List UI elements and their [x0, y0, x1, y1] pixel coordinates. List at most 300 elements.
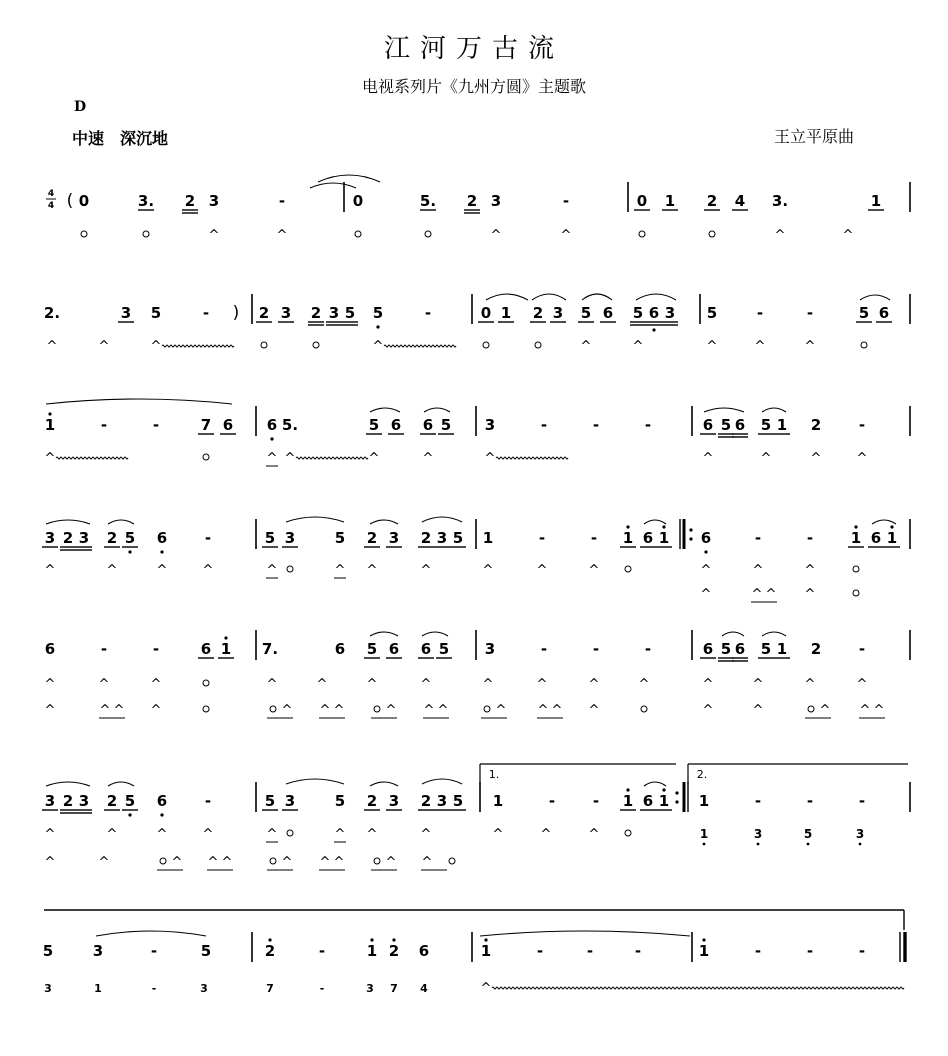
note-number: 1: [622, 529, 634, 547]
mark-caret: ^: [266, 451, 278, 466]
time-sig-bottom: 4: [47, 201, 55, 211]
note-number: 3: [92, 942, 104, 960]
mark-caret: ^: [484, 451, 496, 466]
mark-caret: ^: [810, 451, 822, 466]
mark-caret: ^: [44, 855, 56, 870]
note-number: 3: [436, 529, 448, 547]
octave-dot-low: [376, 325, 379, 328]
dash-hold: -: [204, 529, 212, 547]
note-number: 6: [222, 416, 234, 434]
slur-arc: [370, 782, 398, 786]
mark-caret: ^: [281, 703, 293, 718]
mark-caret: ^: [804, 563, 816, 578]
note-number: 3.: [137, 192, 155, 210]
note-number: 3: [490, 192, 502, 210]
mark-caret: ^: [368, 451, 380, 466]
note-number: 2: [106, 792, 118, 810]
mark-caret: ^: [706, 339, 718, 354]
mark-caret: ^: [221, 855, 233, 870]
slur-arc: [370, 520, 398, 524]
close-paren: ): [232, 303, 240, 323]
key-signature: D: [74, 99, 87, 115]
slur-arc: [310, 183, 356, 188]
mark-caret: ^: [334, 563, 346, 578]
slur-arc: [370, 408, 400, 412]
note-number: 1: [886, 529, 898, 547]
note-number: 5: [334, 792, 346, 810]
note-number: 3: [78, 529, 90, 547]
note-number: 3: [664, 304, 676, 322]
note-number: 6: [266, 416, 278, 434]
mark-caret: ^: [266, 677, 278, 692]
slur-arc: [286, 779, 344, 784]
note-number: 1: [698, 792, 710, 810]
note-number: 2: [366, 529, 378, 547]
dash-hold: -: [278, 192, 286, 210]
note-number: 5.: [281, 416, 299, 434]
mark-caret: ^: [856, 677, 868, 692]
mark-caret: ^: [492, 827, 504, 842]
dash-hold: -: [634, 942, 642, 960]
mark-circle: [535, 342, 541, 348]
mark-circle: [287, 830, 293, 836]
slur-arc: [644, 520, 666, 524]
mark-caret: ^: [366, 827, 378, 842]
mark-circle: [641, 706, 647, 712]
note-number: 1: [658, 529, 670, 547]
volta-number: 1.: [488, 768, 500, 781]
slur-arc: [722, 632, 744, 636]
mark-caret: ^: [150, 339, 162, 354]
slur-arc: [424, 408, 450, 412]
octave-dot-low: [704, 550, 707, 553]
tremolo-wave: [384, 345, 456, 347]
mark-caret: ^: [536, 677, 548, 692]
mark-caret: ^: [421, 855, 433, 870]
note-number: 6: [156, 792, 168, 810]
dash-hold: -: [100, 640, 108, 658]
note-number: 4: [734, 192, 746, 210]
bass-number: 4: [420, 982, 428, 995]
mark-circle: [449, 858, 455, 864]
bass-number: 7: [390, 982, 398, 995]
note-number: 5: [858, 304, 870, 322]
tremolo-wave: [162, 345, 234, 347]
dash-hold: -: [536, 942, 544, 960]
note-number: 1: [366, 942, 378, 960]
mark-caret: ^: [873, 703, 885, 718]
mark-caret: ^: [208, 228, 220, 243]
octave-dot-high: [484, 938, 487, 941]
note-number: 5: [440, 416, 452, 434]
mark-caret: ^: [536, 563, 548, 578]
note-number: 5: [372, 304, 384, 322]
note-number: 2: [420, 792, 432, 810]
slur-arc: [422, 632, 448, 636]
dash-hold: -: [548, 792, 556, 810]
mark-caret: ^: [98, 855, 110, 870]
mark-caret: ^: [44, 451, 56, 466]
bass-number: 1: [699, 827, 709, 841]
mark-caret: ^: [856, 451, 868, 466]
note-number: 6: [418, 942, 430, 960]
dash-hold: -: [100, 416, 108, 434]
octave-dot-low: [859, 843, 862, 846]
mark-caret: ^: [700, 587, 712, 602]
mark-caret: ^: [385, 703, 397, 718]
mark-caret: ^: [366, 563, 378, 578]
octave-dot-high: [626, 525, 629, 528]
mark-caret: ^: [385, 855, 397, 870]
mark-caret: ^: [760, 451, 772, 466]
mark-caret: ^: [46, 339, 58, 354]
note-number: 1: [492, 792, 504, 810]
note-number: 2: [810, 640, 822, 658]
note-number: 2: [366, 792, 378, 810]
octave-dot-low: [160, 813, 163, 816]
bass-number: 3: [200, 982, 208, 995]
dash-hold: -: [858, 416, 866, 434]
note-number: 3: [208, 192, 220, 210]
mark-circle: [160, 858, 166, 864]
note-number: 6: [44, 640, 56, 658]
mark-circle: [639, 231, 645, 237]
tremolo-wave: [56, 457, 128, 459]
mark-circle: [625, 830, 631, 836]
note-number: 1: [870, 192, 882, 210]
mark-circle: [484, 706, 490, 712]
note-number: 3: [284, 792, 296, 810]
note-number: 3: [284, 529, 296, 547]
octave-dot-high: [392, 938, 395, 941]
mark-caret: ^: [202, 563, 214, 578]
dash-hold: -: [644, 416, 652, 434]
octave-dot-low: [160, 550, 163, 553]
slur-arc: [96, 931, 206, 936]
bass-number: -: [319, 982, 325, 995]
octave-dot-low: [807, 843, 810, 846]
note-number: 6: [602, 304, 614, 322]
mark-caret: ^: [44, 677, 56, 692]
octave-dot-high: [268, 938, 271, 941]
note-number: 2: [388, 942, 400, 960]
bass-number: 5: [803, 827, 813, 841]
repeat-dot: [675, 791, 678, 794]
mark-caret: ^: [316, 677, 328, 692]
mark-caret: ^: [156, 827, 168, 842]
bass-number: 3: [753, 827, 763, 841]
note-number: 5: [706, 304, 718, 322]
dash-hold: -: [756, 304, 764, 322]
note-number: 1: [220, 640, 232, 658]
note-number: 5: [438, 640, 450, 658]
mark-circle: [374, 706, 380, 712]
dash-hold: -: [590, 529, 598, 547]
song-subtitle: 电视系列片《九州方圆》主题歌: [361, 77, 586, 96]
mark-caret: ^: [560, 228, 572, 243]
note-number: 2: [264, 942, 276, 960]
dash-hold: -: [806, 304, 814, 322]
dash-hold: -: [538, 529, 546, 547]
dash-hold: -: [858, 942, 866, 960]
note-number: 3: [552, 304, 564, 322]
mark-caret: ^: [480, 981, 492, 996]
mark-caret: ^: [423, 703, 435, 718]
mark-circle: [625, 566, 631, 572]
mark-caret: ^: [156, 563, 168, 578]
note-number: 5: [200, 942, 212, 960]
mark-caret: ^: [106, 827, 118, 842]
note-number: 2: [62, 529, 74, 547]
note-number: 1: [482, 529, 494, 547]
octave-dot-high: [370, 938, 373, 941]
bass-number: 3: [366, 982, 374, 995]
mark-caret: ^: [207, 855, 219, 870]
note-number: 5: [452, 792, 464, 810]
octave-dot-low: [128, 813, 131, 816]
dash-hold: -: [540, 416, 548, 434]
dash-hold: -: [152, 416, 160, 434]
mark-caret: ^: [482, 563, 494, 578]
note-number: 5: [344, 304, 356, 322]
mark-circle: [203, 706, 209, 712]
mark-caret: ^: [99, 703, 111, 718]
note-number: 2: [310, 304, 322, 322]
note-number: 6: [700, 529, 712, 547]
mark-caret: ^: [420, 563, 432, 578]
slur-arc: [108, 782, 134, 786]
mark-caret: ^: [266, 827, 278, 842]
tremolo-wave: [296, 457, 368, 459]
mark-circle: [270, 858, 276, 864]
note-number: 6: [200, 640, 212, 658]
mark-caret: ^: [319, 703, 331, 718]
note-number: 6: [422, 416, 434, 434]
composer-credit: 王立平原曲: [774, 127, 855, 146]
slur-arc: [762, 632, 786, 636]
dash-hold: -: [754, 792, 762, 810]
slur-arc: [636, 294, 676, 300]
mark-caret: ^: [588, 677, 600, 692]
mark-caret: ^: [98, 339, 110, 354]
note-number: 3: [436, 792, 448, 810]
note-number: 2: [258, 304, 270, 322]
tempo-marking: 中速 深沉地: [72, 129, 169, 148]
mark-caret: ^: [551, 703, 563, 718]
dash-hold: -: [318, 942, 326, 960]
note-number: 3: [484, 416, 496, 434]
slur-arc: [486, 294, 528, 300]
note-number: 6: [334, 640, 346, 658]
note-number: 1: [664, 192, 676, 210]
slur-arc: [422, 779, 462, 784]
note-number: 6: [702, 416, 714, 434]
mark-caret: ^: [859, 703, 871, 718]
mark-caret: ^: [113, 703, 125, 718]
slur-arc: [532, 294, 566, 300]
mark-circle: [261, 342, 267, 348]
note-number: 6: [420, 640, 432, 658]
note-number: 5: [264, 529, 276, 547]
note-number: 6: [388, 640, 400, 658]
open-paren: (: [66, 191, 74, 211]
mark-caret: ^: [44, 827, 56, 842]
bass-number: -: [151, 982, 157, 995]
note-number: 3: [44, 792, 56, 810]
note-number: 5: [760, 640, 772, 658]
note-number: 5: [580, 304, 592, 322]
mark-caret: ^: [333, 703, 345, 718]
mark-circle: [861, 342, 867, 348]
note-number: 2.: [43, 304, 61, 322]
octave-dot-high: [854, 525, 857, 528]
mark-caret: ^: [372, 339, 384, 354]
note-number: 1: [698, 942, 710, 960]
dash-hold: -: [858, 640, 866, 658]
octave-dot-low: [757, 843, 760, 846]
mark-caret: ^: [171, 855, 183, 870]
note-number: 1: [622, 792, 634, 810]
mark-circle: [313, 342, 319, 348]
slur-arc: [422, 517, 462, 522]
mark-caret: ^: [580, 339, 592, 354]
mark-caret: ^: [333, 855, 345, 870]
dash-hold: -: [540, 640, 548, 658]
note-number: 5: [760, 416, 772, 434]
mark-caret: ^: [752, 563, 764, 578]
mark-caret: ^: [482, 677, 494, 692]
note-number: 3: [484, 640, 496, 658]
mark-caret: ^: [495, 703, 507, 718]
note-number: 6: [156, 529, 168, 547]
mark-caret: ^: [437, 703, 449, 718]
volta-number: 2.: [696, 768, 708, 781]
mark-caret: ^: [281, 855, 293, 870]
note-number: 5.: [419, 192, 437, 210]
slur-arc: [704, 408, 744, 412]
slur-arc: [46, 399, 232, 404]
mark-caret: ^: [804, 587, 816, 602]
mark-caret: ^: [490, 228, 502, 243]
note-number: 1: [500, 304, 512, 322]
mark-caret: ^: [638, 677, 650, 692]
octave-dot-high: [662, 525, 665, 528]
mark-caret: ^: [150, 677, 162, 692]
slur-arc: [370, 632, 398, 636]
mark-caret: ^: [588, 827, 600, 842]
mark-circle: [483, 342, 489, 348]
note-number: 6: [734, 416, 746, 434]
note-number: 1: [480, 942, 492, 960]
mark-caret: ^: [334, 827, 346, 842]
mark-caret: ^: [44, 703, 56, 718]
mark-caret: ^: [106, 563, 118, 578]
mark-circle: [853, 590, 859, 596]
mark-caret: ^: [751, 587, 763, 602]
note-number: 3: [78, 792, 90, 810]
note-number: 2: [532, 304, 544, 322]
mark-circle: [709, 231, 715, 237]
bass-number: 3: [44, 982, 52, 995]
slur-arc: [480, 931, 690, 936]
slur-arc: [108, 520, 134, 524]
repeat-dot: [689, 528, 692, 531]
note-number: 0: [78, 192, 90, 210]
mark-circle: [143, 231, 149, 237]
dash-hold: -: [150, 942, 158, 960]
dash-hold: -: [592, 792, 600, 810]
slur-arc: [860, 295, 890, 300]
song-title: 江河万古流: [383, 34, 564, 64]
octave-dot-low: [703, 843, 706, 846]
repeat-dot: [675, 800, 678, 803]
note-number: 0: [636, 192, 648, 210]
note-number: 7.: [261, 640, 279, 658]
note-number: 2: [184, 192, 196, 210]
octave-dot-low: [270, 437, 273, 440]
mark-circle: [287, 566, 293, 572]
note-number: 6: [702, 640, 714, 658]
dash-hold: -: [562, 192, 570, 210]
mark-circle: [853, 566, 859, 572]
note-number: 1: [44, 416, 56, 434]
note-number: 6: [642, 792, 654, 810]
dash-hold: -: [754, 942, 762, 960]
mark-caret: ^: [44, 563, 56, 578]
note-number: 1: [776, 416, 788, 434]
dash-hold: -: [644, 640, 652, 658]
mark-caret: ^: [537, 703, 549, 718]
dash-hold: -: [586, 942, 594, 960]
mark-caret: ^: [754, 339, 766, 354]
mark-caret: ^: [588, 563, 600, 578]
mark-caret: ^: [702, 451, 714, 466]
mark-caret: ^: [588, 703, 600, 718]
note-number: 3.: [771, 192, 789, 210]
mark-caret: ^: [819, 703, 831, 718]
slur-arc: [644, 782, 666, 786]
octave-dot-high: [626, 788, 629, 791]
octave-dot-high: [890, 525, 893, 528]
note-number: 5: [150, 304, 162, 322]
note-number: 1: [850, 529, 862, 547]
dash-hold: -: [806, 942, 814, 960]
mark-circle: [81, 231, 87, 237]
repeat-dot: [689, 537, 692, 540]
note-number: 2: [466, 192, 478, 210]
note-number: 5: [366, 640, 378, 658]
slur-arc: [582, 294, 612, 300]
octave-dot-low: [128, 550, 131, 553]
tremolo-wave: [496, 457, 568, 459]
note-number: 3: [328, 304, 340, 322]
mark-circle: [355, 231, 361, 237]
dash-hold: -: [806, 792, 814, 810]
mark-caret: ^: [702, 677, 714, 692]
mark-caret: ^: [804, 677, 816, 692]
note-number: 5: [720, 416, 732, 434]
mark-circle: [270, 706, 276, 712]
bass-number: 7: [266, 982, 274, 995]
note-number: 5: [334, 529, 346, 547]
note-number: 2: [810, 416, 822, 434]
note-number: 7: [200, 416, 212, 434]
mark-caret: ^: [420, 827, 432, 842]
mark-circle: [374, 858, 380, 864]
note-number: 3: [120, 304, 132, 322]
mark-circle: [203, 680, 209, 686]
mark-caret: ^: [319, 855, 331, 870]
